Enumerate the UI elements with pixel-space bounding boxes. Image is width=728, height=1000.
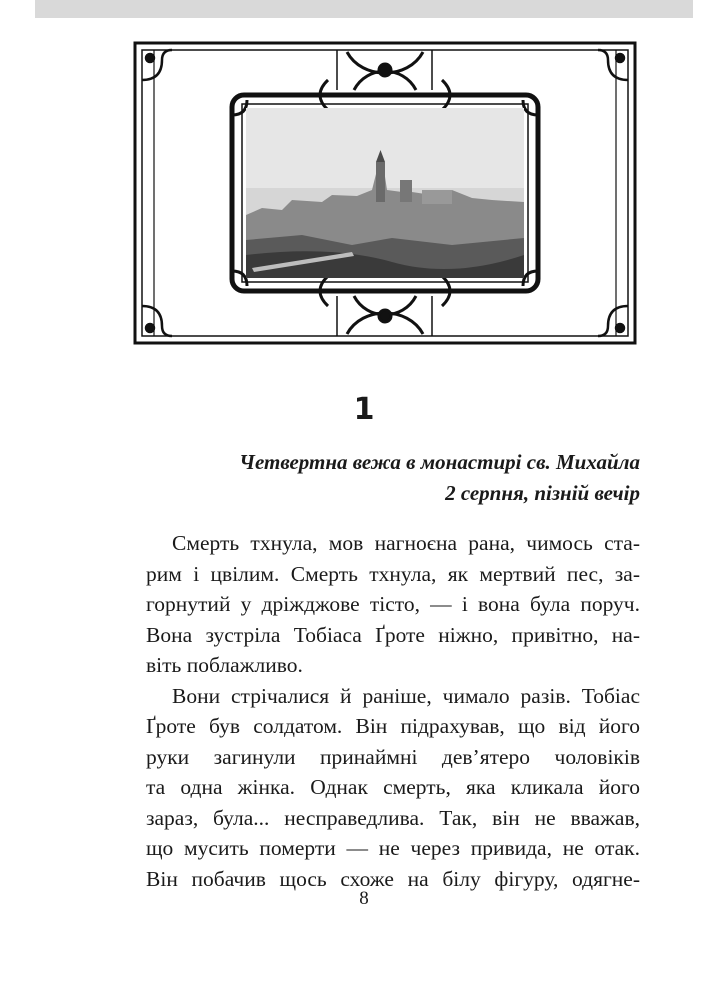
monastery-engraving-icon <box>246 108 524 278</box>
ornamental-frame <box>132 40 638 346</box>
paragraph-line: Смерть тхнула, мов нагноєна рана, чимось ста- <box>172 531 640 555</box>
paragraph-line: що мусить померти — не через привида, не отак. <box>146 836 640 860</box>
paragraph-line: Ґроте був солдатом. Він підрахував, що від його <box>146 714 640 738</box>
body-text <box>146 528 640 894</box>
chapter-number: 1 <box>353 392 375 427</box>
paragraph-line: Вони стрічалися й раніше, чимало разів. Тобіас <box>172 683 640 708</box>
paragraph-line: зараз, була... несправедлива. Так, він не вважав, <box>146 805 640 830</box>
paragraph-line: рим і цвілим. Смерть тхнула, як мертвий пес, за- <box>146 561 640 586</box>
paragraph-line: руки загинули принаймні дев’ятеро чоловіків <box>146 744 640 769</box>
chapter-date: 2 серпня, пізній вечір <box>445 481 640 505</box>
paragraph-line: горнутий у дріжджове тісто, — і вона була поруч. <box>146 592 640 616</box>
paragraph-line: Він побачив щось схоже на білу фігуру, одягне- <box>146 866 640 891</box>
paragraph-line: віть поблажливо. <box>146 653 303 677</box>
paragraph-line: Вона зустріла Тобіаса Ґроте ніжно, привітно, на- <box>146 622 640 647</box>
scan-top-edge <box>35 0 693 18</box>
paragraph-line: та одна жінка. Однак смерть, яка кликала його <box>146 775 640 799</box>
chapter-location: Четвертна вежа в монастирі св. Михайла <box>239 450 640 474</box>
page-number: 8 <box>359 888 369 909</box>
frame-svg <box>132 40 638 346</box>
